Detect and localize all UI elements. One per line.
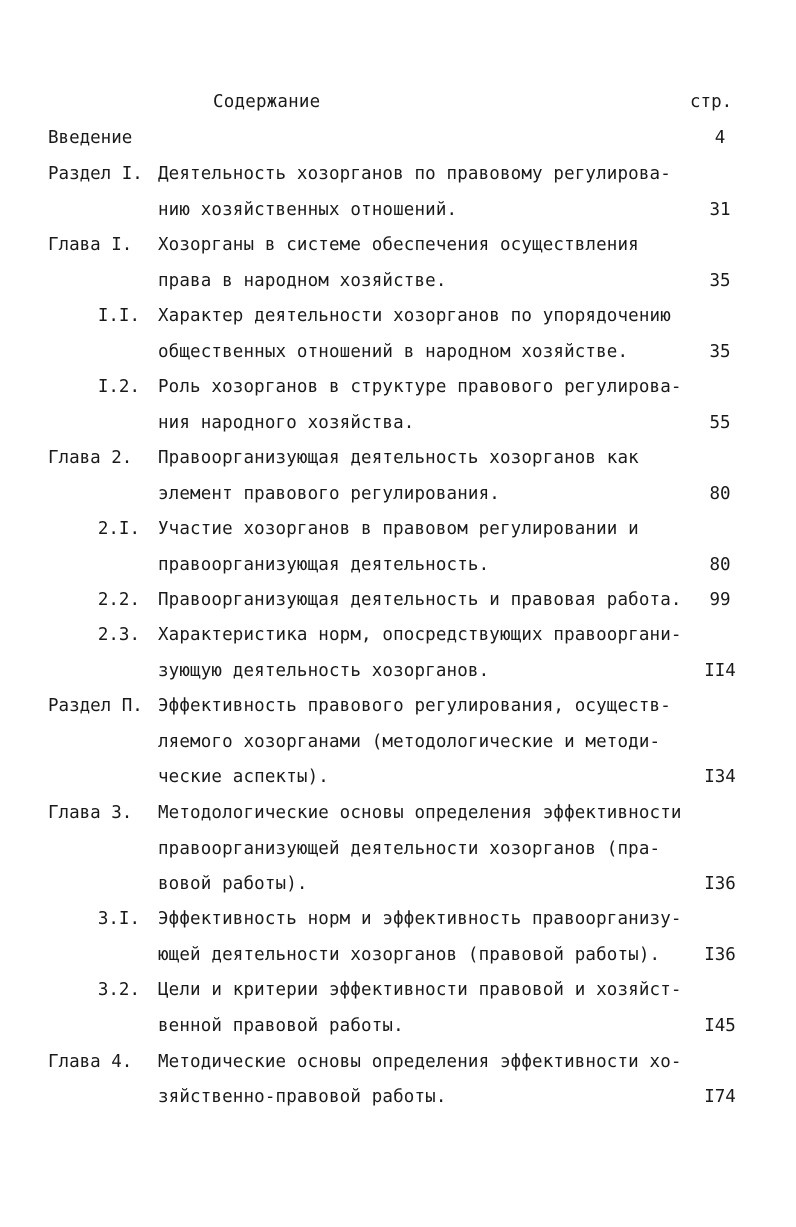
toc-entry-continuation — [0, 413, 796, 449]
toc-text-line: Правоорганизующая деятельность хозорганов как — [158, 448, 639, 468]
toc-text-line: ческие аспекты). — [158, 767, 329, 787]
toc-text-line: ния народного хозяйства. — [158, 413, 415, 433]
page-column-header: стр. — [690, 92, 733, 112]
toc-page-number: 35 — [709, 342, 731, 362]
toc-text-line: Участие хозорганов в правовом регулировании и — [158, 519, 639, 539]
toc-page-number: 4 — [714, 128, 726, 148]
toc-entry-continuation — [0, 874, 796, 910]
toc-text-line: Правоорганизующая деятельность и правовая работа. — [158, 590, 682, 610]
toc-text-line: ляемого хозорганами (методологические и методи- — [158, 732, 661, 752]
toc-entry — [0, 980, 796, 1016]
toc-label: Глава 4. — [48, 1052, 133, 1072]
toc-text-line: правоорганизующей деятельности хозорганов (пра- — [158, 839, 661, 859]
toc-entry-continuation — [0, 839, 796, 875]
toc-entry — [0, 164, 796, 200]
toc-page-number: 31 — [709, 200, 731, 220]
toc-label: Раздел I. — [48, 164, 143, 184]
toc-entry-continuation — [0, 945, 796, 981]
toc-label: Глава I. — [48, 235, 133, 255]
toc-entry — [0, 519, 796, 555]
toc-page-number: II4 — [704, 661, 736, 681]
toc-entry — [0, 128, 796, 164]
toc-text-line: ющей деятельности хозорганов (правовой работы). — [158, 945, 661, 965]
toc-text-line: нию хозяйственных отношений. — [158, 200, 458, 220]
toc-label: 2.2. — [97, 590, 140, 610]
toc-entry-continuation — [0, 342, 796, 378]
toc-label: Глава 2. — [48, 448, 133, 468]
toc-entry — [0, 909, 796, 945]
toc-entry — [0, 590, 796, 626]
toc-entry-continuation — [0, 484, 796, 520]
toc-entry-continuation — [0, 1016, 796, 1052]
toc-page-number: I34 — [704, 767, 736, 787]
toc-text-line: общественных отношений в народном хозяйстве. — [158, 342, 629, 362]
toc-text-line: Цели и критерии эффективности правовой и хозяйст- — [158, 980, 682, 1000]
toc-text-line: зяйственно-правовой работы. — [158, 1087, 447, 1107]
toc-entry — [0, 625, 796, 661]
toc-entry — [0, 1052, 796, 1088]
toc-text-line: правоорганизующая деятельность. — [158, 555, 490, 575]
toc-entry-continuation — [0, 767, 796, 803]
toc-page-number: 55 — [709, 413, 731, 433]
toc-entry-continuation — [0, 555, 796, 591]
toc-entry — [0, 448, 796, 484]
toc-label: 2.I. — [97, 519, 140, 539]
toc-text-line: вовой работы). — [158, 874, 308, 894]
toc-label: 2.3. — [97, 625, 140, 645]
toc-text-line: зующую деятельность хозорганов. — [158, 661, 490, 681]
toc-entry — [0, 696, 796, 732]
toc-entry-continuation — [0, 271, 796, 307]
toc-text-line: венной правовой работы. — [158, 1016, 404, 1036]
toc-label: I.I. — [97, 306, 140, 326]
toc-page-number: 99 — [709, 590, 731, 610]
toc-label: Глава 3. — [48, 803, 133, 823]
toc-entry-continuation — [0, 200, 796, 236]
toc-entry — [0, 306, 796, 342]
toc-entry-continuation — [0, 661, 796, 697]
toc-page-number: 35 — [709, 271, 731, 291]
toc-text-line: Эффективность правового регулирования, осуществ- — [158, 696, 671, 716]
page-title: Содержание — [213, 92, 321, 112]
toc-text-line: Эффективность норм и эффективность правоорганизу- — [158, 909, 682, 929]
toc-text-line: Роль хозорганов в структуре правового регулирова- — [158, 377, 682, 397]
toc-entry-continuation — [0, 1087, 796, 1123]
toc-text-line: Характер деятельности хозорганов по упорядочению — [158, 306, 671, 326]
toc-page-number: I36 — [704, 874, 736, 894]
toc-label: I.2. — [97, 377, 140, 397]
toc-label: Введение — [48, 128, 133, 148]
toc-page-number: 80 — [709, 484, 731, 504]
toc-label: 3.2. — [97, 980, 140, 1000]
toc-entry — [0, 235, 796, 271]
toc-text-line: Методические основы определения эффективности хо- — [158, 1052, 682, 1072]
toc-page-number: I74 — [704, 1087, 736, 1107]
toc-entry — [0, 803, 796, 839]
toc-label: Раздел П. — [48, 696, 143, 716]
toc-text-line: Хозорганы в системе обеспечения осуществления — [158, 235, 639, 255]
toc-page-number: I45 — [704, 1016, 736, 1036]
toc-text-line: Методологические основы определения эффективности — [158, 803, 682, 823]
toc-page-number: 80 — [709, 555, 731, 575]
toc-text-line: права в народном хозяйстве. — [158, 271, 447, 291]
toc-entry-continuation — [0, 732, 796, 768]
toc-page-number: I36 — [704, 945, 736, 965]
toc-text-line: Деятельность хозорганов по правовому регулирова- — [158, 164, 671, 184]
toc-label: 3.I. — [97, 909, 140, 929]
toc-text-line: Характеристика норм, опосредствующих правооргани- — [158, 625, 682, 645]
toc-entry — [0, 377, 796, 413]
toc-text-line: элемент правового регулирования. — [158, 484, 500, 504]
